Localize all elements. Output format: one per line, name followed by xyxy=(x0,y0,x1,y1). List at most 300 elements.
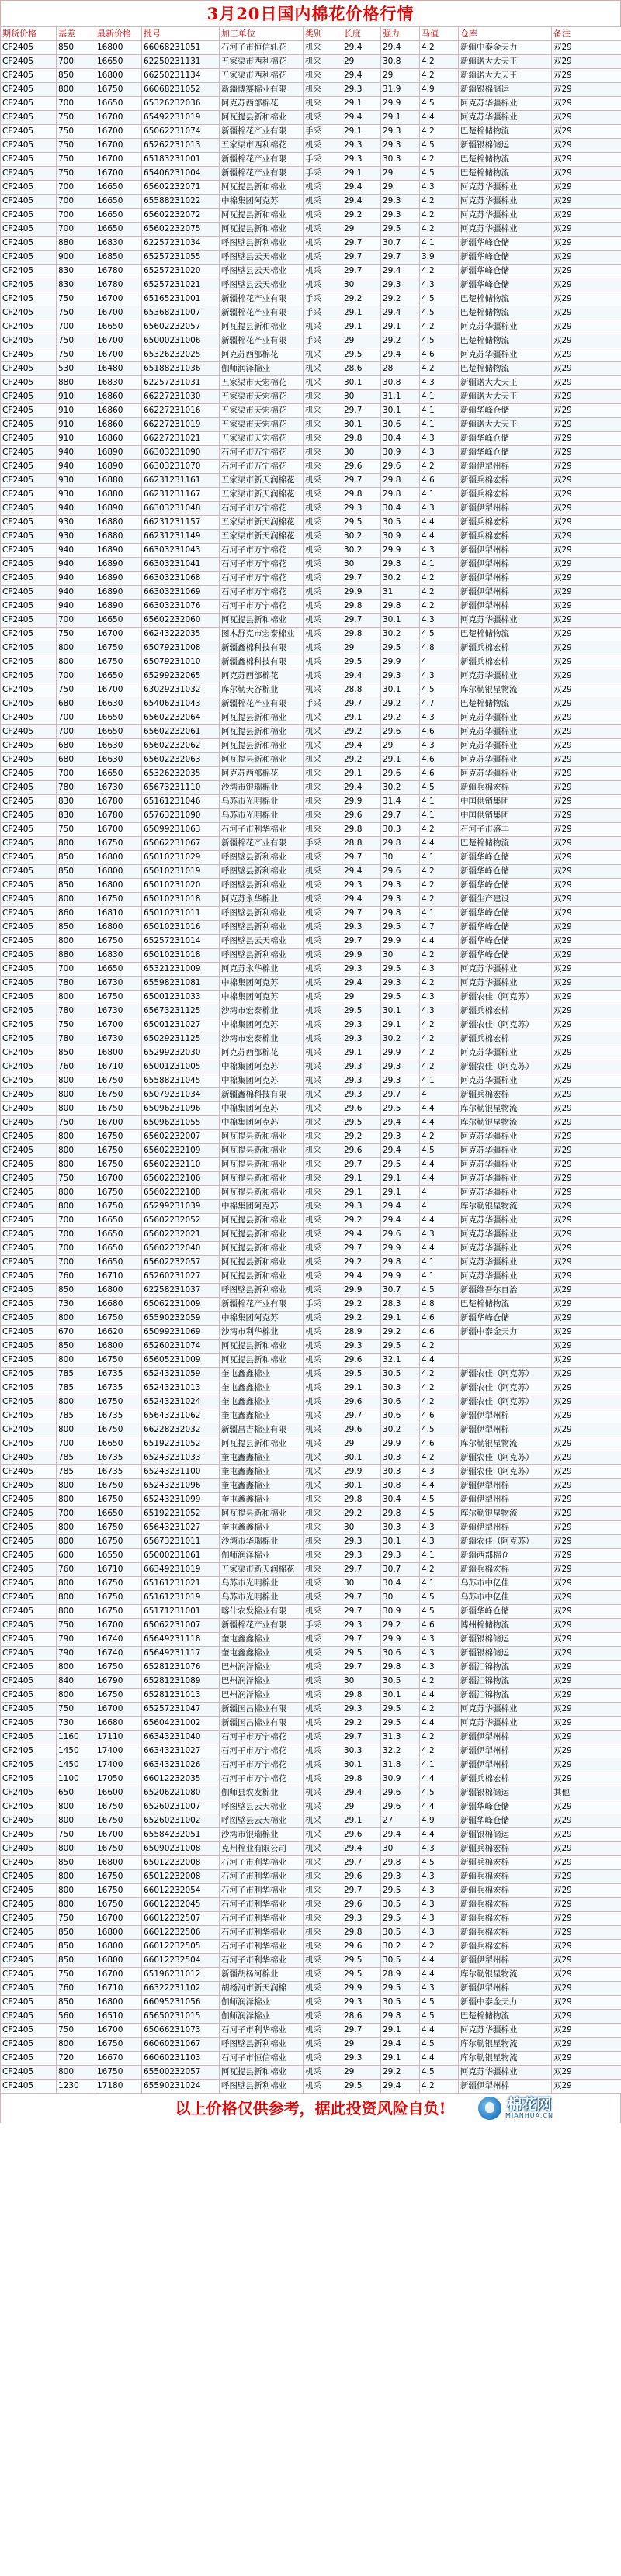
cell-processor: 奎屯鑫鑫棉业 xyxy=(220,1479,304,1493)
cell-length: 29.6 xyxy=(342,1828,381,1842)
cell-category: 机采 xyxy=(304,516,342,530)
cell-futures-price: CF2405 xyxy=(1,1940,57,1954)
cell-latest-price: 17110 xyxy=(95,1731,142,1744)
cell-basis: 780 xyxy=(57,1004,95,1018)
cell-basis: 720 xyxy=(57,2052,95,2066)
cell-length: 29.7 xyxy=(342,1661,381,1675)
cell-strength: 29 xyxy=(381,181,420,195)
cell-basis: 700 xyxy=(57,1507,95,1521)
cell-category: 机采 xyxy=(304,1186,342,1200)
table-row xyxy=(1,181,621,195)
cell-futures-price: CF2405 xyxy=(1,125,57,139)
disclaimer-footer xyxy=(0,2094,621,2123)
cell-basis: 750 xyxy=(57,125,95,139)
cell-length: 29.2 xyxy=(342,725,381,739)
table-row xyxy=(1,1954,621,1968)
cell-strength: 29.9 xyxy=(381,97,420,111)
cell-length: 29.8 xyxy=(342,600,381,614)
cell-basis: 790 xyxy=(57,1633,95,1647)
cell-remarks: 双29 xyxy=(552,251,621,265)
cell-processor: 阿瓦提县新和棉业 xyxy=(220,1144,304,1158)
cell-latest-price: 16750 xyxy=(95,1312,142,1326)
cell-batch-number: 65257231020 xyxy=(142,265,220,278)
cell-warehouse xyxy=(459,1354,552,1368)
cell-category: 手采 xyxy=(304,697,342,711)
cell-warehouse: 巴楚棉储物流 xyxy=(459,1298,552,1312)
cell-length: 29.1 xyxy=(342,125,381,139)
cell-futures-price: CF2405 xyxy=(1,1172,57,1186)
cell-category: 机采 xyxy=(304,278,342,292)
cell-basis: 850 xyxy=(57,41,95,55)
table-row xyxy=(1,1842,621,1856)
header-basis: 基差 xyxy=(57,27,95,41)
table-row xyxy=(1,1661,621,1675)
cell-futures-price: CF2405 xyxy=(1,2080,57,2094)
cell-length: 29.6 xyxy=(342,1144,381,1158)
cell-latest-price: 16800 xyxy=(95,69,142,83)
cell-latest-price: 16780 xyxy=(95,278,142,292)
cell-category: 机采 xyxy=(304,795,342,809)
cell-batch-number: 65299231039 xyxy=(142,1200,220,1214)
cell-basis: 700 xyxy=(57,223,95,237)
table-row xyxy=(1,907,621,921)
cell-length: 29.4 xyxy=(342,893,381,907)
cell-category: 机采 xyxy=(304,2066,342,2080)
cell-latest-price: 16750 xyxy=(95,83,142,97)
cell-strength: 29.2 xyxy=(381,292,420,306)
cell-micronaire: 4.1 xyxy=(420,404,459,418)
cell-micronaire: 4.6 xyxy=(420,1437,459,1451)
cell-warehouse xyxy=(459,1340,552,1354)
cell-processor: 呼图壁县新利棉业 xyxy=(220,2038,304,2052)
cell-batch-number: 65643231027 xyxy=(142,1521,220,1535)
cell-micronaire: 4.3 xyxy=(420,963,459,977)
cell-length: 30 xyxy=(342,446,381,460)
cell-futures-price: CF2405 xyxy=(1,1158,57,1172)
cell-futures-price: CF2405 xyxy=(1,1856,57,1870)
cell-basis: 850 xyxy=(57,69,95,83)
cell-latest-price: 16890 xyxy=(95,558,142,572)
table-row xyxy=(1,1968,621,1982)
cell-warehouse: 阿克苏华疆棉业 xyxy=(459,223,552,237)
cell-latest-price: 16735 xyxy=(95,1381,142,1395)
table-row xyxy=(1,1479,621,1493)
cell-latest-price: 16800 xyxy=(95,1940,142,1954)
table-row xyxy=(1,223,621,237)
cell-warehouse: 新疆西部棉仓 xyxy=(459,1549,552,1563)
cell-strength: 29.6 xyxy=(381,460,420,474)
cell-batch-number: 65281231013 xyxy=(142,1689,220,1703)
table-row xyxy=(1,41,621,55)
table-row xyxy=(1,1912,621,1926)
cell-micronaire: 4.5 xyxy=(420,334,459,348)
table-row xyxy=(1,237,621,251)
cell-category: 机采 xyxy=(304,1004,342,1018)
table-row xyxy=(1,2038,621,2052)
cell-latest-price: 16730 xyxy=(95,1032,142,1046)
cell-remarks: 双29 xyxy=(552,921,621,935)
table-row xyxy=(1,1605,621,1619)
cell-basis: 750 xyxy=(57,1912,95,1926)
cell-latest-price: 17180 xyxy=(95,2080,142,2094)
cell-strength: 29.5 xyxy=(381,1912,420,1926)
cell-category: 机采 xyxy=(304,237,342,251)
cell-category: 机采 xyxy=(304,1842,342,1856)
cell-batch-number: 65096231096 xyxy=(142,1102,220,1116)
cell-basis: 850 xyxy=(57,879,95,893)
cell-batch-number: 65010231016 xyxy=(142,921,220,935)
cell-processor: 石河子市万宁棉花 xyxy=(220,1758,304,1772)
cell-category: 机采 xyxy=(304,1772,342,1786)
cell-micronaire: 4.1 xyxy=(420,237,459,251)
cell-processor: 石河子市利华棉业 xyxy=(220,1912,304,1926)
cell-futures-price: CF2405 xyxy=(1,991,57,1004)
cell-futures-price: CF2405 xyxy=(1,865,57,879)
cell-batch-number: 65010231018 xyxy=(142,893,220,907)
cell-basis: 700 xyxy=(57,1214,95,1228)
cell-remarks: 双29 xyxy=(552,809,621,823)
cell-length: 29.3 xyxy=(342,1549,381,1563)
cell-basis: 900 xyxy=(57,251,95,265)
cell-futures-price: CF2405 xyxy=(1,1186,57,1200)
cell-latest-price: 16650 xyxy=(95,195,142,209)
cell-category: 机采 xyxy=(304,1074,342,1088)
cell-batch-number: 65492231019 xyxy=(142,111,220,125)
cell-warehouse: 新疆华峰仓储 xyxy=(459,935,552,949)
cell-warehouse: 阿克苏华疆棉业 xyxy=(459,2024,552,2038)
cell-category: 手采 xyxy=(304,837,342,851)
cell-warehouse: 巴楚棉储物流 xyxy=(459,628,552,641)
cell-futures-price: CF2405 xyxy=(1,1842,57,1856)
cell-remarks: 双29 xyxy=(552,209,621,223)
cell-futures-price: CF2405 xyxy=(1,1102,57,1116)
cell-length: 29 xyxy=(342,1800,381,1814)
cell-strength: 29.3 xyxy=(381,669,420,683)
cell-micronaire: 4.3 xyxy=(420,711,459,725)
cell-latest-price: 16750 xyxy=(95,1591,142,1605)
cell-processor: 中棉集团阿克苏 xyxy=(220,1018,304,1032)
cell-remarks: 双29 xyxy=(552,851,621,865)
cell-micronaire: 4.5 xyxy=(420,1144,459,1158)
cell-processor: 五家渠市天宏棉花 xyxy=(220,376,304,390)
cell-category: 机采 xyxy=(304,1954,342,1968)
cell-batch-number: 65649231118 xyxy=(142,1633,220,1647)
cell-futures-price: CF2405 xyxy=(1,1703,57,1717)
cell-category: 机采 xyxy=(304,1381,342,1395)
cell-strength: 29.3 xyxy=(381,893,420,907)
cell-strength: 29.6 xyxy=(381,1228,420,1242)
cell-remarks: 双29 xyxy=(552,418,621,432)
cell-batch-number: 65602232072 xyxy=(142,209,220,223)
cell-basis: 760 xyxy=(57,1563,95,1577)
cell-strength: 29.6 xyxy=(381,767,420,781)
header-category: 类别 xyxy=(304,27,342,41)
cell-strength: 29.3 xyxy=(381,139,420,153)
cell-batch-number: 65326232035 xyxy=(142,767,220,781)
cell-processor: 石河子市万宁棉花 xyxy=(220,1744,304,1758)
cell-processor: 奎屯鑫鑫棉业 xyxy=(220,1409,304,1423)
cell-futures-price: CF2405 xyxy=(1,1744,57,1758)
cell-batch-number: 65598231081 xyxy=(142,977,220,991)
cell-category: 机采 xyxy=(304,251,342,265)
cell-latest-price: 16670 xyxy=(95,2052,142,2066)
cell-processor: 新疆棉花产业有限 xyxy=(220,125,304,139)
cell-warehouse: 新疆中泰金天力 xyxy=(459,1996,552,2010)
cell-category: 机采 xyxy=(304,1591,342,1605)
cell-micronaire: 4.2 xyxy=(420,265,459,278)
cell-length: 29.4 xyxy=(342,1842,381,1856)
cell-length: 29.9 xyxy=(342,1284,381,1298)
header-futures-price: 期货价格 xyxy=(1,27,57,41)
cell-latest-price: 16480 xyxy=(95,362,142,376)
cell-warehouse: 阿克苏华疆棉业 xyxy=(459,767,552,781)
cell-futures-price: CF2405 xyxy=(1,949,57,963)
cell-micronaire: 4.3 xyxy=(420,376,459,390)
cell-basis: 680 xyxy=(57,739,95,753)
cell-category: 机采 xyxy=(304,1270,342,1284)
cell-basis: 785 xyxy=(57,1368,95,1381)
cell-length: 30.3 xyxy=(342,1744,381,1758)
cell-basis: 850 xyxy=(57,921,95,935)
cell-batch-number: 65602232052 xyxy=(142,1214,220,1228)
cell-micronaire: 4.3 xyxy=(420,1465,459,1479)
cell-strength: 30.4 xyxy=(381,432,420,446)
cell-micronaire: 4.2 xyxy=(420,1563,459,1577)
cell-category: 机采 xyxy=(304,1018,342,1032)
cell-category: 机采 xyxy=(304,1786,342,1800)
table-row xyxy=(1,1018,621,1032)
cell-batch-number: 66060231067 xyxy=(142,2038,220,2052)
cell-remarks: 双29 xyxy=(552,1926,621,1940)
cell-batch-number: 65257231014 xyxy=(142,935,220,949)
cell-strength: 29.6 xyxy=(381,865,420,879)
cell-processor: 阿瓦提县新和棉业 xyxy=(220,739,304,753)
cell-latest-price: 16620 xyxy=(95,1326,142,1340)
cell-length: 29.7 xyxy=(342,2024,381,2038)
cell-basis: 760 xyxy=(57,1982,95,1996)
cell-micronaire: 4.2 xyxy=(420,586,459,600)
cell-remarks: 双29 xyxy=(552,655,621,669)
cell-strength: 30.4 xyxy=(381,502,420,516)
cell-latest-price: 16650 xyxy=(95,1228,142,1242)
cell-warehouse: 新疆汇锦物流 xyxy=(459,1689,552,1703)
cell-processor: 沙湾市银瑞棉业 xyxy=(220,781,304,795)
cell-latest-price: 16800 xyxy=(95,865,142,879)
cell-basis: 700 xyxy=(57,181,95,195)
cell-basis: 940 xyxy=(57,544,95,558)
cell-strength: 29.8 xyxy=(381,1507,420,1521)
cell-remarks: 双29 xyxy=(552,1619,621,1633)
cell-category: 机采 xyxy=(304,1731,342,1744)
cell-category: 机采 xyxy=(304,1451,342,1465)
cell-batch-number: 65010231029 xyxy=(142,851,220,865)
cell-remarks: 双29 xyxy=(552,292,621,306)
cell-latest-price: 16800 xyxy=(95,851,142,865)
cell-strength: 30.7 xyxy=(381,1563,420,1577)
cell-futures-price: CF2405 xyxy=(1,1354,57,1368)
cell-latest-price: 16750 xyxy=(95,1605,142,1619)
cell-remarks: 双29 xyxy=(552,265,621,278)
cell-strength: 29.5 xyxy=(381,1102,420,1116)
cell-category: 机采 xyxy=(304,1647,342,1661)
cell-processor: 石河子市万宁棉花 xyxy=(220,558,304,572)
cell-micronaire: 4.3 xyxy=(420,614,459,628)
cell-category: 机采 xyxy=(304,586,342,600)
cell-latest-price: 16650 xyxy=(95,725,142,739)
cell-micronaire: 4.4 xyxy=(420,1214,459,1228)
cell-warehouse: 巴楚棉储物流 xyxy=(459,292,552,306)
cell-micronaire: 4.2 xyxy=(420,1060,459,1074)
cell-micronaire: 4.3 xyxy=(420,432,459,446)
cell-processor: 阿瓦提县新和棉业 xyxy=(220,1228,304,1242)
cell-latest-price: 16750 xyxy=(95,935,142,949)
cell-basis: 750 xyxy=(57,1968,95,1982)
cell-basis: 800 xyxy=(57,1577,95,1591)
cell-batch-number: 66012232045 xyxy=(142,1898,220,1912)
cell-latest-price: 16750 xyxy=(95,1102,142,1116)
cell-processor: 呼图壁县新利棉业 xyxy=(220,2080,304,2094)
cell-futures-price: CF2405 xyxy=(1,69,57,83)
cell-remarks: 双29 xyxy=(552,1661,621,1675)
cell-warehouse: 库尔勒银星物流 xyxy=(459,1102,552,1116)
cell-basis: 800 xyxy=(57,1186,95,1200)
cell-latest-price: 16750 xyxy=(95,2038,142,2052)
cell-micronaire: 4.6 xyxy=(420,1409,459,1423)
cell-micronaire: 4.3 xyxy=(420,1912,459,1926)
cell-length: 29.4 xyxy=(342,69,381,83)
cell-basis: 530 xyxy=(57,362,95,376)
cell-micronaire: 4.2 xyxy=(420,1703,459,1717)
cell-batch-number: 66303231041 xyxy=(142,558,220,572)
cell-warehouse: 新疆伊犁州棉 xyxy=(459,1744,552,1758)
cell-strength: 29.9 xyxy=(381,935,420,949)
cell-futures-price: CF2405 xyxy=(1,837,57,851)
cell-batch-number: 65243231100 xyxy=(142,1465,220,1479)
table-row xyxy=(1,1465,621,1479)
table-row xyxy=(1,1493,621,1507)
cell-latest-price: 16700 xyxy=(95,2024,142,2038)
cell-length: 29.3 xyxy=(342,1074,381,1088)
cell-micronaire: 4.4 xyxy=(420,1172,459,1186)
cell-basis: 850 xyxy=(57,865,95,879)
table-row xyxy=(1,1717,621,1731)
cell-batch-number: 65602232057 xyxy=(142,320,220,334)
cell-warehouse: 新疆华峰仓储 xyxy=(459,879,552,893)
cell-latest-price: 16790 xyxy=(95,1675,142,1689)
cell-latest-price: 16700 xyxy=(95,306,142,320)
table-row xyxy=(1,1563,621,1577)
cell-latest-price: 16650 xyxy=(95,97,142,111)
cell-warehouse: 新疆华峰仓储 xyxy=(459,851,552,865)
cell-length: 29.8 xyxy=(342,1926,381,1940)
cell-basis: 750 xyxy=(57,628,95,641)
cell-micronaire: 4.4 xyxy=(420,2024,459,2038)
cell-basis: 750 xyxy=(57,111,95,125)
cell-basis: 800 xyxy=(57,1814,95,1828)
table-row xyxy=(1,865,621,879)
cell-processor: 五家渠市天宏棉花 xyxy=(220,390,304,404)
cell-length: 29.6 xyxy=(342,1354,381,1368)
cell-warehouse: 新疆农佳（阿克苏） xyxy=(459,1018,552,1032)
table-row xyxy=(1,879,621,893)
cell-latest-price: 16710 xyxy=(95,1982,142,1996)
cell-category: 机采 xyxy=(304,1703,342,1717)
cell-category: 机采 xyxy=(304,921,342,935)
cell-latest-price: 16810 xyxy=(95,907,142,921)
cell-strength: 30.3 xyxy=(381,1465,420,1479)
cell-length: 30 xyxy=(342,278,381,292)
cell-futures-price: CF2405 xyxy=(1,711,57,725)
cell-basis: 850 xyxy=(57,1046,95,1060)
cell-warehouse: 新疆伊犁州棉 xyxy=(459,502,552,516)
table-row xyxy=(1,1284,621,1298)
cell-processor: 阿瓦提县新和棉业 xyxy=(220,111,304,125)
cell-category: 机采 xyxy=(304,879,342,893)
cell-category: 机采 xyxy=(304,809,342,823)
cell-length: 29.7 xyxy=(342,1605,381,1619)
cell-latest-price: 16650 xyxy=(95,209,142,223)
cell-length: 29.2 xyxy=(342,209,381,223)
cell-remarks: 双29 xyxy=(552,167,621,181)
cell-futures-price: CF2405 xyxy=(1,348,57,362)
cell-length: 29.5 xyxy=(342,1954,381,1968)
cell-remarks: 双29 xyxy=(552,1996,621,2010)
cell-micronaire: 4.5 xyxy=(420,683,459,697)
cell-processor: 石河子市利华棉业 xyxy=(220,823,304,837)
cell-micronaire: 4.7 xyxy=(420,921,459,935)
cell-basis: 750 xyxy=(57,348,95,362)
cell-futures-price: CF2405 xyxy=(1,739,57,753)
cell-micronaire: 4.6 xyxy=(420,767,459,781)
cell-futures-price: CF2405 xyxy=(1,1563,57,1577)
cell-length: 29 xyxy=(342,991,381,1004)
cell-micronaire: 4.3 xyxy=(420,1661,459,1675)
cell-micronaire: 4.1 xyxy=(420,907,459,921)
cell-strength: 29.5 xyxy=(381,1717,420,1731)
cell-warehouse: 新疆汇锦物流 xyxy=(459,1675,552,1689)
cell-warehouse: 阿克苏华疆棉业 xyxy=(459,320,552,334)
cell-remarks: 双29 xyxy=(552,1800,621,1814)
cell-category: 机采 xyxy=(304,195,342,209)
cell-batch-number: 65643231062 xyxy=(142,1409,220,1423)
cell-latest-price: 16630 xyxy=(95,739,142,753)
cell-micronaire: 4.3 xyxy=(420,991,459,1004)
cell-strength: 29.3 xyxy=(381,278,420,292)
cell-latest-price: 16700 xyxy=(95,139,142,153)
cell-strength: 29.6 xyxy=(381,1800,420,1814)
cell-micronaire: 4.4 xyxy=(420,1479,459,1493)
cell-basis: 850 xyxy=(57,1940,95,1954)
cell-remarks: 双29 xyxy=(552,404,621,418)
cell-latest-price: 16750 xyxy=(95,837,142,851)
cell-strength: 29.1 xyxy=(381,1186,420,1200)
cell-basis: 800 xyxy=(57,1088,95,1102)
cell-strength: 29.3 xyxy=(381,977,420,991)
cell-remarks: 双29 xyxy=(552,1032,621,1046)
cell-micronaire: 4.2 xyxy=(420,195,459,209)
cell-batch-number: 65321231009 xyxy=(142,963,220,977)
cell-strength: 29.3 xyxy=(381,1549,420,1563)
cell-length: 29.3 xyxy=(342,1619,381,1633)
table-row xyxy=(1,781,621,795)
cell-category: 机采 xyxy=(304,641,342,655)
cell-micronaire: 4.2 xyxy=(420,1940,459,1954)
cell-batch-number: 65299232065 xyxy=(142,669,220,683)
cell-warehouse: 新疆兵棉宏棉 xyxy=(459,530,552,544)
table-row xyxy=(1,1758,621,1772)
cell-remarks: 双29 xyxy=(552,725,621,739)
cell-futures-price: CF2405 xyxy=(1,1228,57,1242)
